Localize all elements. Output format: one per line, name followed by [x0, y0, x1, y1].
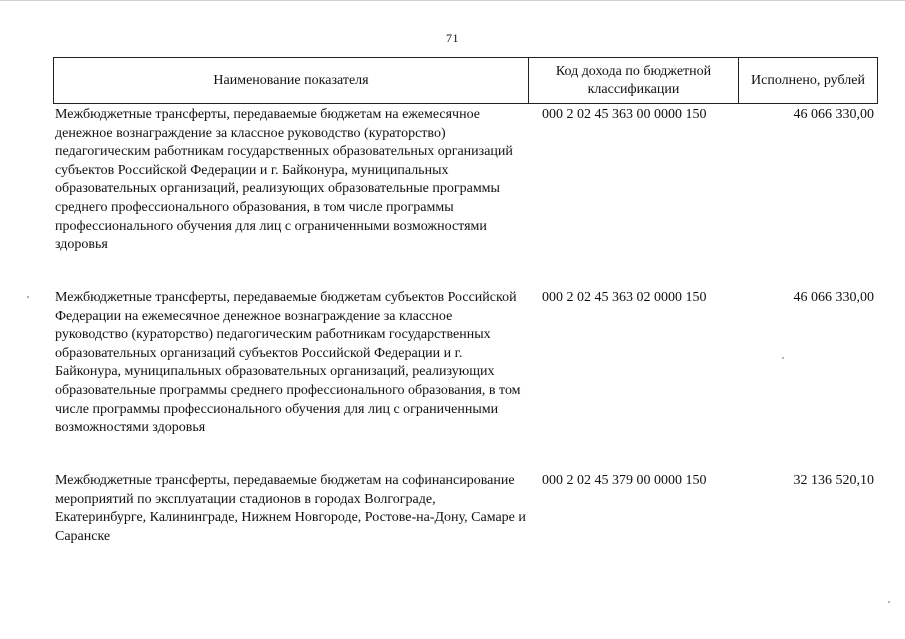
row-indicator-name: Межбюджетные трансферты, передаваемые бюджетам на софинансирование мероприятий по эксплуатации стадионов в городах Волгограде, Екатеринбурге, Калининграде, Нижнем Новгороде, Ростове-на-Дону, Самаре и Саранске: [55, 473, 526, 544]
row-indicator-name: Межбюджетные трансферты, передаваемые бюджетам на ежемесячное денежное вознаграждение за классное руководство (кураторство) педагогическим работникам государственных образовательных организаций субъектов Российской Федерации и г. Байконура, муниципальных образовательных организаций, реализующих образовательные программы среднего профессионального образования, в том числе программы профессионального обучения для лиц с ограниченными возможностями здоровья: [55, 107, 513, 253]
row-executed-amount: 46 066 330,00: [793, 107, 874, 122]
header-indicator-name: Наименование показателя: [54, 58, 529, 103]
table-header-row: [53, 57, 878, 104]
row-executed-amount: 46 066 330,00: [793, 290, 874, 305]
scan-speck: [27, 296, 29, 298]
row-budget-code: 000 2 02 45 363 02 0000 150: [542, 290, 707, 305]
page-top-edge: [0, 0, 905, 1]
revenue-table: [53, 57, 878, 544]
row-executed-amount: 32 136 520,10: [793, 473, 874, 488]
scan-speck: [888, 601, 890, 603]
row-budget-code: 000 2 02 45 363 00 0000 150: [542, 107, 707, 122]
row-budget-code: 000 2 02 45 379 00 0000 150: [542, 473, 707, 488]
page-number: 71: [446, 31, 459, 45]
header-budget-code: Код дохода по бюджетной классификации: [529, 58, 739, 103]
row-indicator-name: Межбюджетные трансферты, передаваемые бюджетам субъектов Российской Федерации на ежемесячное денежное вознаграждение за классное руководство (кураторство) педагогическим работникам государственных образовательных организаций субъектов Российской Федерации и г. Байконура, муниципальных образовательных организаций, реализующих образовательные программы среднего профессионального образования, в том числе программы профессионального обучения для лиц с ограниченными возможностями здоровья: [55, 290, 521, 436]
scan-speck: [782, 357, 784, 359]
header-executed-amount: Исполнено, рублей: [751, 72, 865, 88]
